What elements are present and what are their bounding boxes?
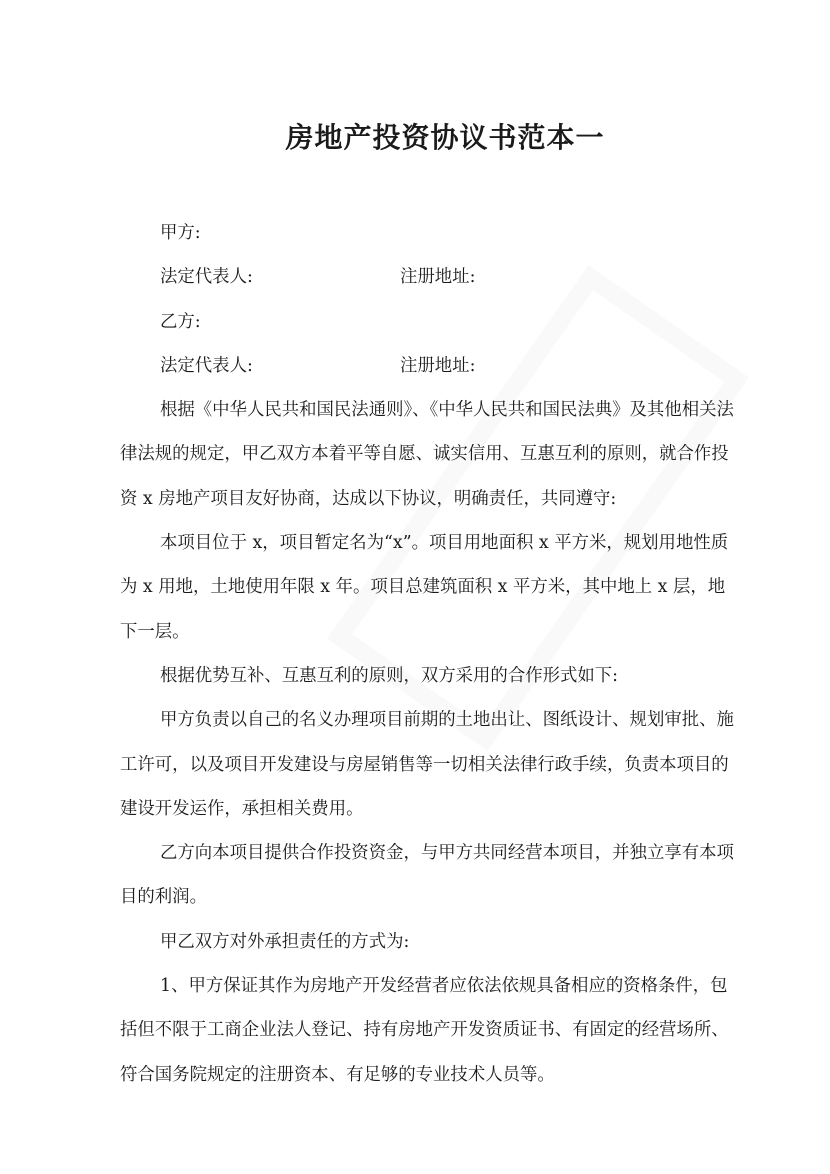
field-label: 法定代表人: [160, 355, 253, 376]
party-a-row [120, 211, 712, 255]
document-body [120, 211, 734, 1097]
text-line: 乙方向本项目提供合作投资资金，与甲方共同经营本项目，并独立享有本项 [160, 843, 734, 864]
party-b-row [120, 300, 712, 344]
paragraph [120, 388, 734, 521]
paragraph [120, 654, 712, 698]
paragraphs [120, 388, 734, 1097]
field-label: 注册地址: [400, 267, 476, 288]
text-line: 律法规的规定，甲乙双方本着平等自愿、诚实信用、互惠互利的原则，就合作投 [120, 444, 729, 465]
text-line: 本项目位于 x，项目暂定名为“x”。项目用地面积 x 平方米，规划用地性质 [160, 533, 729, 554]
party-a-rep-row [120, 255, 712, 299]
party-b-rep-row [120, 344, 712, 388]
text-line: 建设开发运作，承担相关费用。 [120, 798, 364, 819]
field-label: 法定代表人: [160, 267, 253, 288]
text-line: 甲方负责以自己的名义办理项目前期的土地出让、图纸设计、规划审批、施 [160, 710, 734, 731]
paragraph [120, 698, 734, 831]
text-line: 根据优势互补、互惠互利的原则，双方采用的合作形式如下: [160, 665, 619, 686]
text-line: 目的利润。 [120, 887, 207, 908]
text-line: 为 x 用地，土地使用年限 x 年。项目总建筑面积 x 平方米，其中地上 x 层，地 [120, 577, 726, 598]
field-label: 乙方: [160, 311, 201, 332]
text-line: 工许可，以及项目开发建设与房屋销售等一切相关法律行政手续，负责本项目的 [120, 754, 729, 775]
text-line: 下一层。 [120, 621, 190, 642]
document-title: 房地产投资协议书范本一 [285, 121, 605, 154]
text-line: 甲乙双方对外承担责任的方式为: [160, 931, 410, 952]
paragraph [120, 964, 729, 1097]
text-line: 括但不限于工商企业法人登记、持有房地产开发资质证书、有固定的经营场所、 [120, 1020, 729, 1041]
text-line: 符合国务院规定的注册资本、有足够的专业技术人员等。 [120, 1064, 555, 1085]
text-line: 资 x 房地产项目友好协商，达成以下协议，明确责任，共同遵守: [120, 488, 617, 509]
paragraph [120, 831, 734, 920]
text-line: 1、甲方保证其作为房地产开发经营者应依法依规具备相应的资格条件，包 [160, 976, 728, 997]
text-line: 根据《中华人民共和国民法通则》、《中华人民共和国民法典》及其他相关法 [160, 400, 734, 421]
field-label: 注册地址: [400, 355, 476, 376]
field-label: 甲方: [160, 223, 201, 243]
paragraph [120, 521, 729, 654]
paragraph [120, 920, 712, 964]
